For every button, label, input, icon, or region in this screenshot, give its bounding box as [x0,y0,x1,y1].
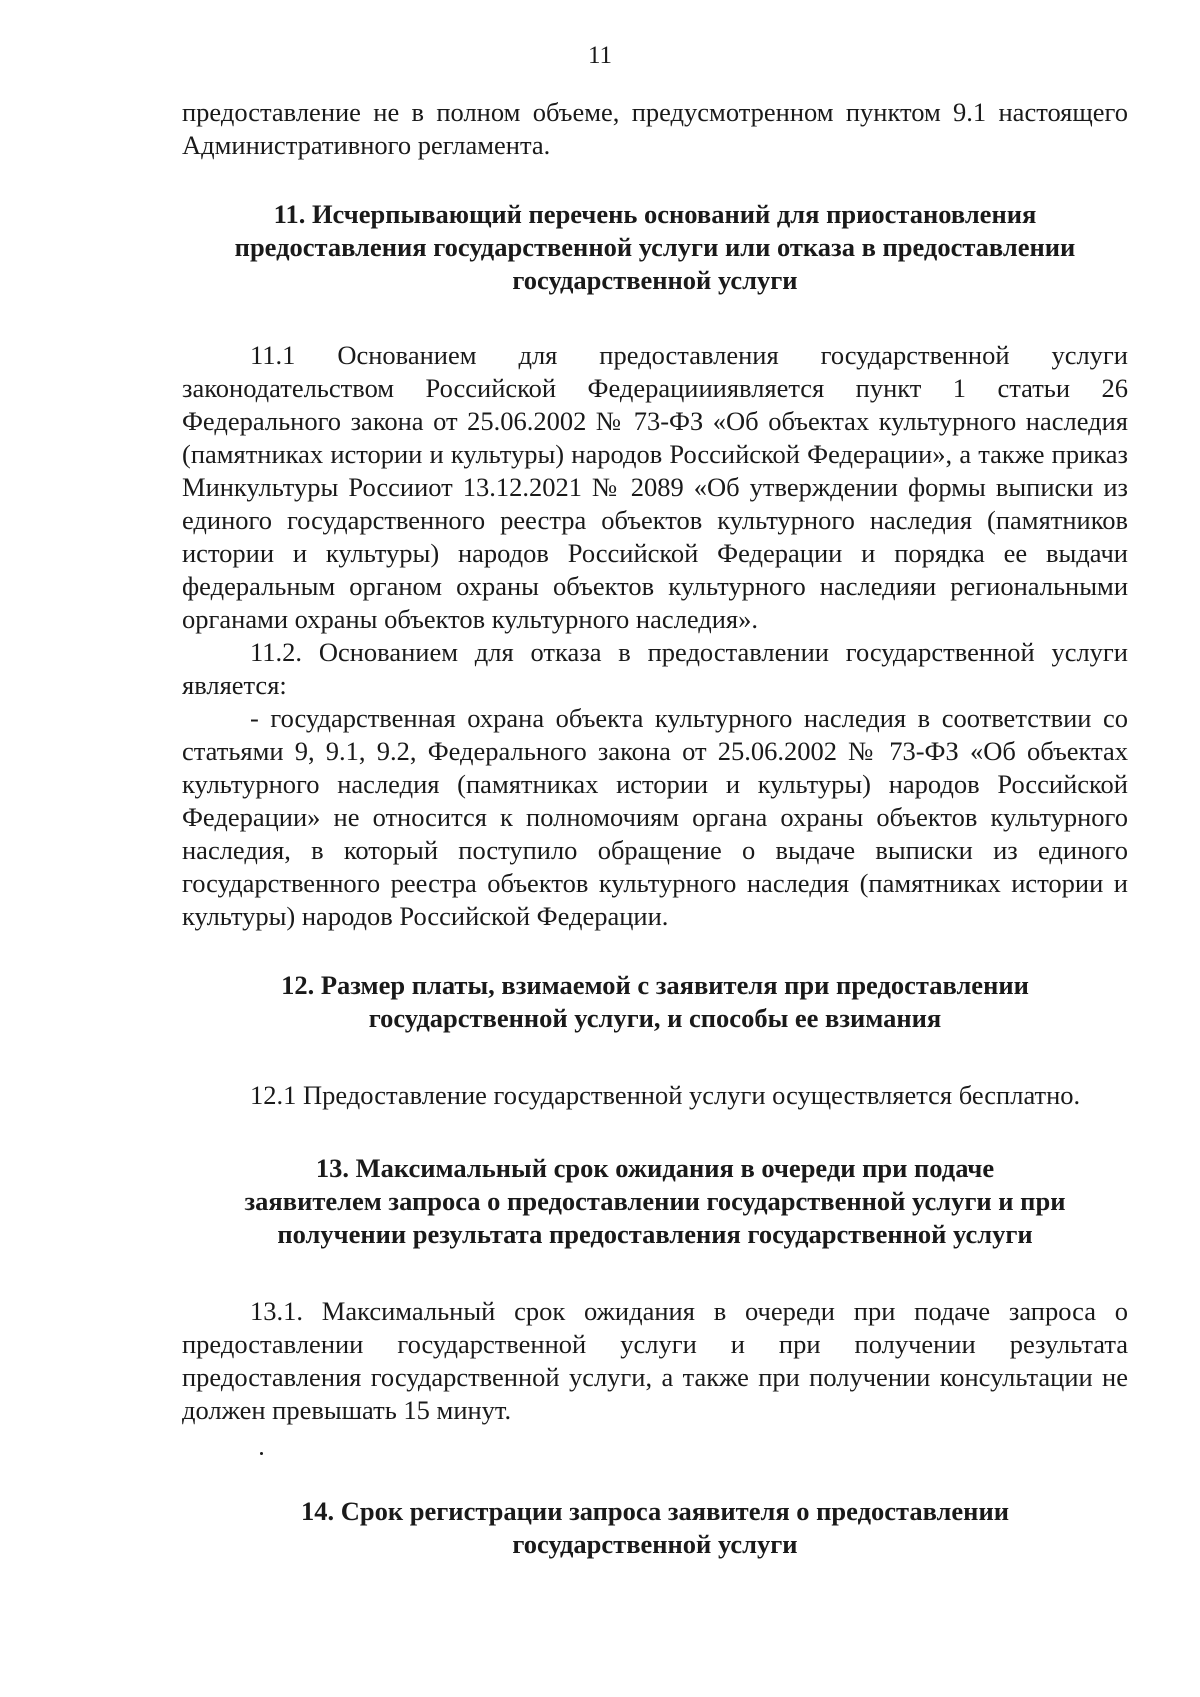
section-11-title-line: государственной услуги [512,265,798,295]
section-13-paragraph-1: 13.1. Максимальный срок ожидания в очереди при подаче запроса о предоставлении государственной услуги и при получении результата предоставления государственной услуги, а также при получении консультации не должен превышать 15 минут. [182,1296,1128,1425]
section-11-paragraph-1: 11.1 Основанием для предоставления государственной услуги законодательством Российской Федерациииявляется пункт 1 статьи 26 Федерального закона от 25.06.2002 № 73-ФЗ «Об объектах культурного наследия (памятниках истории и культуры) народов Российской Федерации», а также приказ Минкультуры Россииот 13.12.2021 № 2089 «Об утверждении формы выписки из единого государственного реестра объектов культурного наследия (памятников истории и культуры) народов Российской Федерации и порядка ее выдачи федеральным органом охраны объектов культурного наследияи региональными органами охраны объектов культурного наследия». [182,340,1128,634]
section-13-title-line: 13. Максимальный срок ожидания в очереди при подаче [315,1153,995,1183]
section-11-paragraph-2: 11.2. Основанием для отказа в предоставлении государственной услуги является: [182,637,1128,700]
page-number: 11 [587,42,613,69]
section-11-title-line: 11. Исчерпывающий перечень оснований для приостановления [273,199,1037,229]
section-11-title [182,198,1128,297]
section-14-title [182,1495,1128,1561]
section-12-title-line: 12. Размер платы, взимаемой с заявителя при предоставлении [281,970,1029,1000]
section-14-title-line: 14. Срок регистрации запроса заявителя о предоставлении [301,1496,1009,1526]
section-14-title-line: государственной услуги [512,1529,798,1559]
intro-paragraph: предоставление не в полном объеме, предусмотренном пунктом 9.1 настоящего Административного регламента. [182,97,1128,160]
document-body [182,96,1128,1427]
section-12-title-line: государственной услуги, и способы ее взимания [368,1003,942,1033]
section-13-title-line: заявителем запроса о предоставлении государственной услуги и при [244,1186,1066,1216]
section-11-paragraph-3: - государственная охрана объекта культурного наследия в соответствии со статьями 9, 9.1, 9.2, Федерального закона от 25.06.2002 № 73-ФЗ «Об объектах культурного наследия (памятниках истории и культуры) народов Российской Федерации» не относится к полномочиям органа охраны объектов культурного наследия, в который поступило обращение о выдаче выписки из единого государственного реестра объектов культурного наследия (памятниках истории и культуры) народов Российской Федерации. [182,703,1128,931]
section-11-title-line: предоставления государственной услуги или отказа в предоставлении [234,232,1076,262]
section-13-title [182,1152,1128,1251]
section-13-title-line: получении результата предоставления государственной услуги [277,1219,1033,1249]
section-12-paragraph-1: 12.1 Предоставление государственной услуги осуществляется бесплатно. [250,1080,1081,1110]
scan-dot-mark [260,1452,263,1455]
section-12-title [182,969,1128,1035]
